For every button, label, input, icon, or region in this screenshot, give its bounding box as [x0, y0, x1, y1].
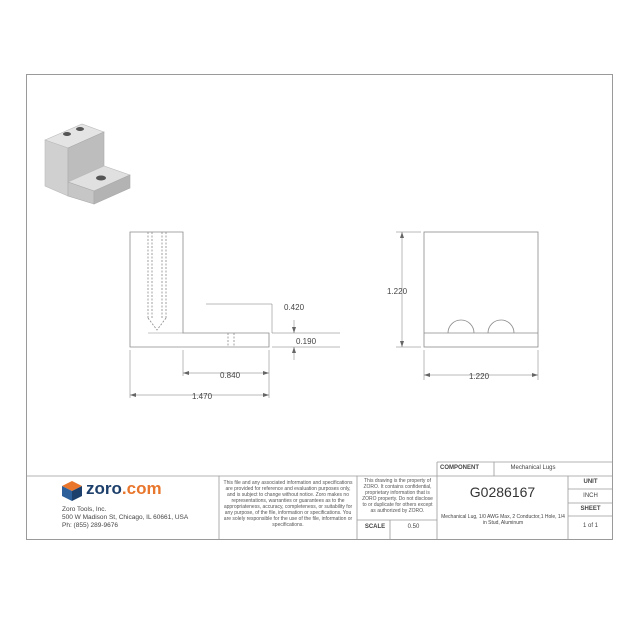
arrow-side-bottom: [400, 341, 404, 347]
dim-1470-label: 1.470: [192, 392, 213, 401]
logo-zoro: zoro: [86, 479, 122, 498]
scale-label: SCALE: [364, 524, 386, 530]
sheet-label: SHEET: [580, 506, 601, 512]
sheet-value: 1 of 1: [582, 523, 598, 529]
front-drill-tip: [148, 318, 166, 330]
front-arrowheads: [130, 327, 296, 397]
side-arrowheads: [400, 232, 538, 377]
zoro-logo-icon: [62, 481, 82, 501]
company-info: [62, 506, 188, 530]
arrow-1470-right: [263, 393, 269, 397]
arrow-side-left: [424, 373, 430, 377]
disclaimer-text: This file and any associated information and specifications are provided for reference and evaluation purposes only, and is subject to change without notice. Zoro makes no representations, warranties or guarantees as to the appropriateness, accuracy, completeness, or suitability for any purpose, of the file, information or specifications. You are solely responsible for the use of the file, information or specifications.: [223, 480, 353, 528]
iso-hole-1: [63, 132, 71, 136]
side-stud-arc-1: [448, 320, 474, 333]
arrow-side-top: [400, 232, 404, 238]
part-description: Mechanical Lug, 1/0 AWG Max, 2 Conductor,1 Hole, 1/4 in Stud, Aluminum: [441, 514, 565, 526]
component-value: Mechanical Lugs: [510, 465, 556, 471]
arrow-side-right: [532, 373, 538, 377]
dim-side-width-label: 1.220: [469, 372, 490, 381]
zoro-logo-text: [86, 479, 162, 499]
iso-stud-hole: [96, 176, 106, 181]
dim-0190-label: 0.190: [296, 337, 317, 346]
company-phone: Ph: (855) 289-9676: [62, 522, 119, 529]
arrow-0190-top: [292, 327, 296, 333]
unit-value: INCH: [583, 493, 598, 499]
scale-value: 0.50: [407, 524, 420, 530]
component-label: COMPONENT: [440, 465, 479, 471]
front-view: [130, 232, 269, 347]
side-dimensions: [396, 232, 538, 380]
property-notice: This drawing is the property of ZORO. It contains confidential, proprietary information that is ZORO property. Do not disclose to or duplicate for others except as authorized by ZORO.: [362, 478, 433, 514]
logo-com: .com: [121, 479, 162, 498]
arrow-0190-bottom: [292, 347, 296, 353]
arrow-1470-left: [130, 393, 136, 397]
arrow-0840-right: [263, 371, 269, 375]
unit-label: UNIT: [583, 479, 598, 485]
dim-side-height-label: 1.220: [387, 287, 408, 296]
front-view-outline: [130, 232, 269, 347]
side-view-outline: [424, 232, 538, 347]
front-dimensions: [130, 304, 340, 398]
iso-hole-2: [76, 127, 84, 131]
company-name: Zoro Tools, Inc.: [62, 506, 107, 513]
company-address: 500 W Madison St, Chicago, IL 60661, USA: [62, 514, 189, 521]
isometric-view: [45, 124, 130, 204]
iso-left-face: [45, 140, 68, 196]
dim-0840-label: 0.840: [220, 371, 241, 380]
side-view: [424, 232, 538, 347]
side-stud-arc-2: [488, 320, 514, 333]
dim-0420-label: 0.420: [284, 303, 305, 312]
part-number: G0286167: [469, 484, 536, 500]
arrow-0840-left: [183, 371, 189, 375]
